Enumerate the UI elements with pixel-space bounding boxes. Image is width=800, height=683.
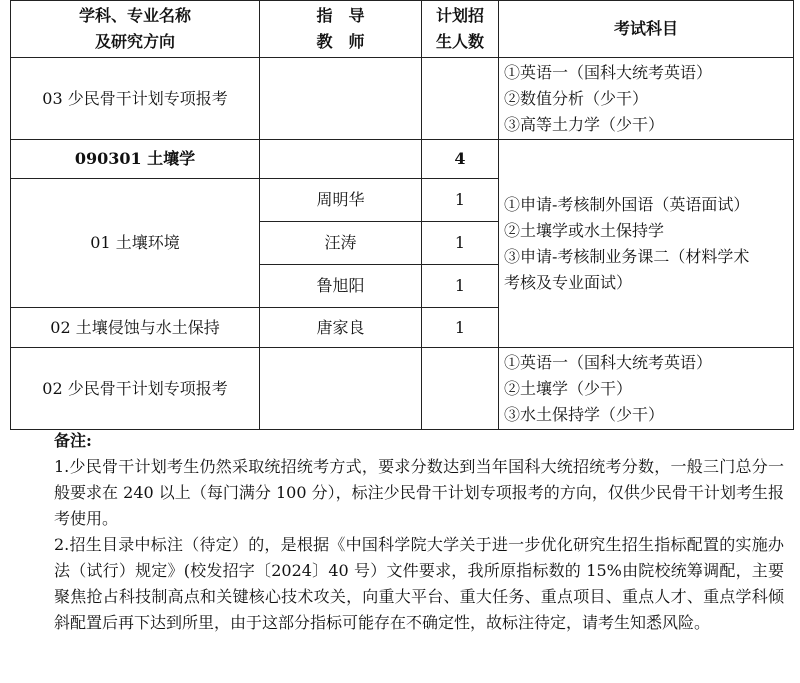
direction-name: 01 土壤环境 (11, 179, 260, 308)
quota-cell-empty (422, 348, 499, 430)
table-row (11, 140, 794, 179)
exam-cell-shared (499, 140, 794, 348)
header-advisor-line1: 指 导 (316, 6, 365, 25)
major-quota: 4 (422, 140, 499, 179)
quota-cell-empty (422, 58, 499, 140)
advisor-name: 周明华 (260, 179, 422, 222)
note-1: 1.少民骨干计划考生仍然采取统招统考方式，要求分数达到当年国科大统招统考分数，一般三门总分一般要求在 240 以上（每门满分 100 分），标注少民骨干计划专项报考的方向，仅供少民骨干计划考生报考使用。 (54, 457, 784, 528)
direction-name: 02 土壤侵蚀与水土保持 (11, 308, 260, 348)
exam-cell (499, 58, 794, 140)
exam-item: ①英语一（国科大统考英语） (504, 352, 713, 372)
header-subject-line2: 及研究方向 (94, 32, 175, 51)
advisor-name: 鲁旭阳 (260, 265, 422, 308)
exam-item: ③高等土力学（少干） (504, 114, 665, 134)
header-quota-line2: 生人数 (435, 32, 484, 51)
advisor-quota: 1 (422, 265, 499, 308)
header-quota-line1: 计划招 (435, 6, 484, 25)
advisor-quota: 1 (422, 179, 499, 222)
advisor-cell-empty (260, 140, 422, 179)
exam-item: ①申请-考核制外国语（英语面试） (504, 194, 750, 214)
advisor-name: 唐家良 (260, 308, 422, 348)
exam-item: ②土壤学（少干） (504, 378, 633, 398)
advisor-name: 汪涛 (260, 222, 422, 265)
header-advisor-line2: 教 师 (316, 32, 365, 51)
advisor-quota: 1 (422, 222, 499, 265)
header-advisor (260, 1, 422, 58)
major-name: 090301 土壤学 (11, 140, 260, 179)
advisor-cell-empty (260, 348, 422, 430)
subject-cell: 03 少民骨干计划专项报考 (11, 58, 260, 140)
exam-item: ②土壤学或水土保持学 (504, 220, 665, 240)
exam-item: ②数值分析（少干） (504, 88, 649, 108)
header-subject (11, 1, 260, 58)
admissions-table (10, 0, 794, 430)
notes-section (54, 428, 784, 636)
notes-title: 备注: (54, 431, 92, 450)
advisor-quota: 1 (422, 308, 499, 348)
subject-cell: 02 少民骨干计划专项报考 (11, 348, 260, 430)
exam-item: ①英语一（国科大统考英语） (504, 62, 713, 82)
exam-item: ③申请-考核制业务课二（材料学术 (504, 246, 750, 266)
exam-item: ③水土保持学（少干） (504, 404, 665, 424)
header-row (11, 1, 794, 58)
note-2: 2.招生目录中标注（待定）的，是根据《中国科学院大学关于进一步优化研究生招生指标配置的实施办法（试行）规定》(校发招字〔2024〕40 号）文件要求，我所原指标数的 15%由院校统筹调配，主要聚焦抢占科技制高点和关键核心技术攻关，向重大平台、重大任务、重点项目、重点人才、重点学科倾斜配置后再下达到所里，由于这部分指标可能存在不确定性，故标注待定，请考生知悉风险。 (54, 535, 784, 632)
header-quota (422, 1, 499, 58)
table-row (11, 348, 794, 430)
table-row (11, 58, 794, 140)
header-exam: 考试科目 (499, 1, 794, 58)
exam-item: 考核及专业面试） (504, 272, 633, 292)
header-subject-line1: 学科、专业名称 (78, 6, 191, 25)
advisor-cell-empty (260, 58, 422, 140)
exam-cell (499, 348, 794, 430)
